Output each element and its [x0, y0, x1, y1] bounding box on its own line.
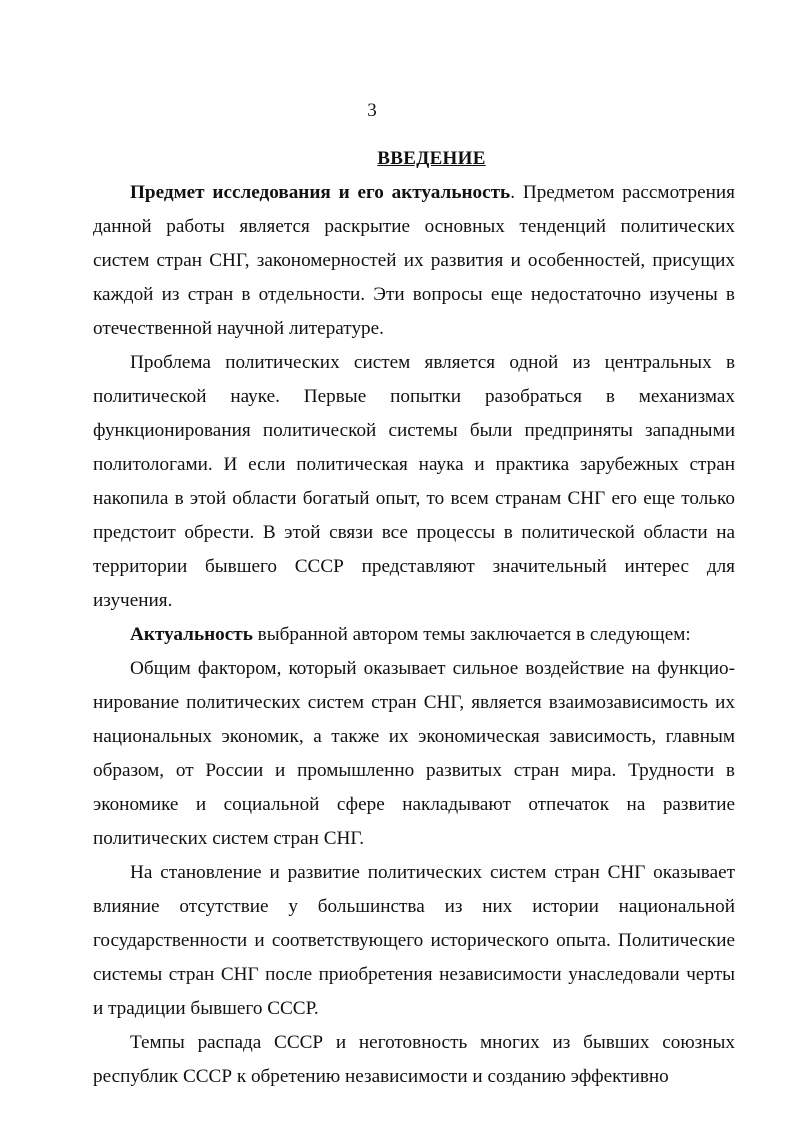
paragraph-body: выбранной автором темы заключается в следующем: — [252, 624, 691, 645]
paragraph-lead: Предмет исследования и его актуальность — [130, 182, 511, 203]
paragraph-body: Темпы распада СССР и неготовность многих из бывших союзных республик СССР к обретению независимости и созданию эффективно — [93, 1032, 735, 1087]
body-text — [93, 176, 735, 1094]
paragraph-lead: Актуальность — [130, 624, 253, 645]
paragraph-body: На становление и развитие политических систем стран СНГ оказывает влияние отсутствие у большинства из них истории национальной государственности и соответствующего исторического опыта. Политические системы стран СНГ после приобретения независимости унаследовали черты и традиции бывшего СССР. — [93, 862, 735, 1019]
paragraph-body: Проблема политических систем является одной из центральных в политической науке. Первые попытки разобраться в механизмах функционирования политической системы были предприняты западными политологами. И если политическая наука и практика зарубежных стран накопила в этой области богатый опыт, то всем странам СНГ его еще только предстоит обрести. В этой связи все процессы в политической области на территории бывшего СССР представляют значительный интерес для изучения. — [93, 352, 735, 611]
paragraph-body: . Предметом рассмотрения данной работы является раскрытие основных тенденций политических систем стран СНГ, закономерностей их развития и особенностей, присущих каждой из стран в отдельности. Эти вопросы еще недостаточно изучены в отечественной научной литературе. — [93, 182, 736, 339]
paragraph-relevance — [93, 618, 735, 652]
paragraph-statehood — [93, 856, 735, 1026]
paragraph-body: Общим фактором, который оказывает сильное воздействие на функционирование политических систем стран СНГ, является взаимозависимость их национальных экономик, а также их экономическая зависимость, главным образом, от России и промышленно развитых стран мира. Трудности в экономике и социальной сфере накладывают отпечаток на развитие политических систем стран СНГ. — [93, 658, 735, 849]
paragraph-problem — [93, 346, 735, 618]
paragraph-common-factor — [93, 652, 735, 856]
section-heading: ВВЕДЕНИЕ — [377, 148, 486, 169]
paragraph-subject — [93, 176, 735, 346]
paragraph-collapse — [93, 1026, 735, 1094]
page-number: 3 — [367, 100, 377, 121]
